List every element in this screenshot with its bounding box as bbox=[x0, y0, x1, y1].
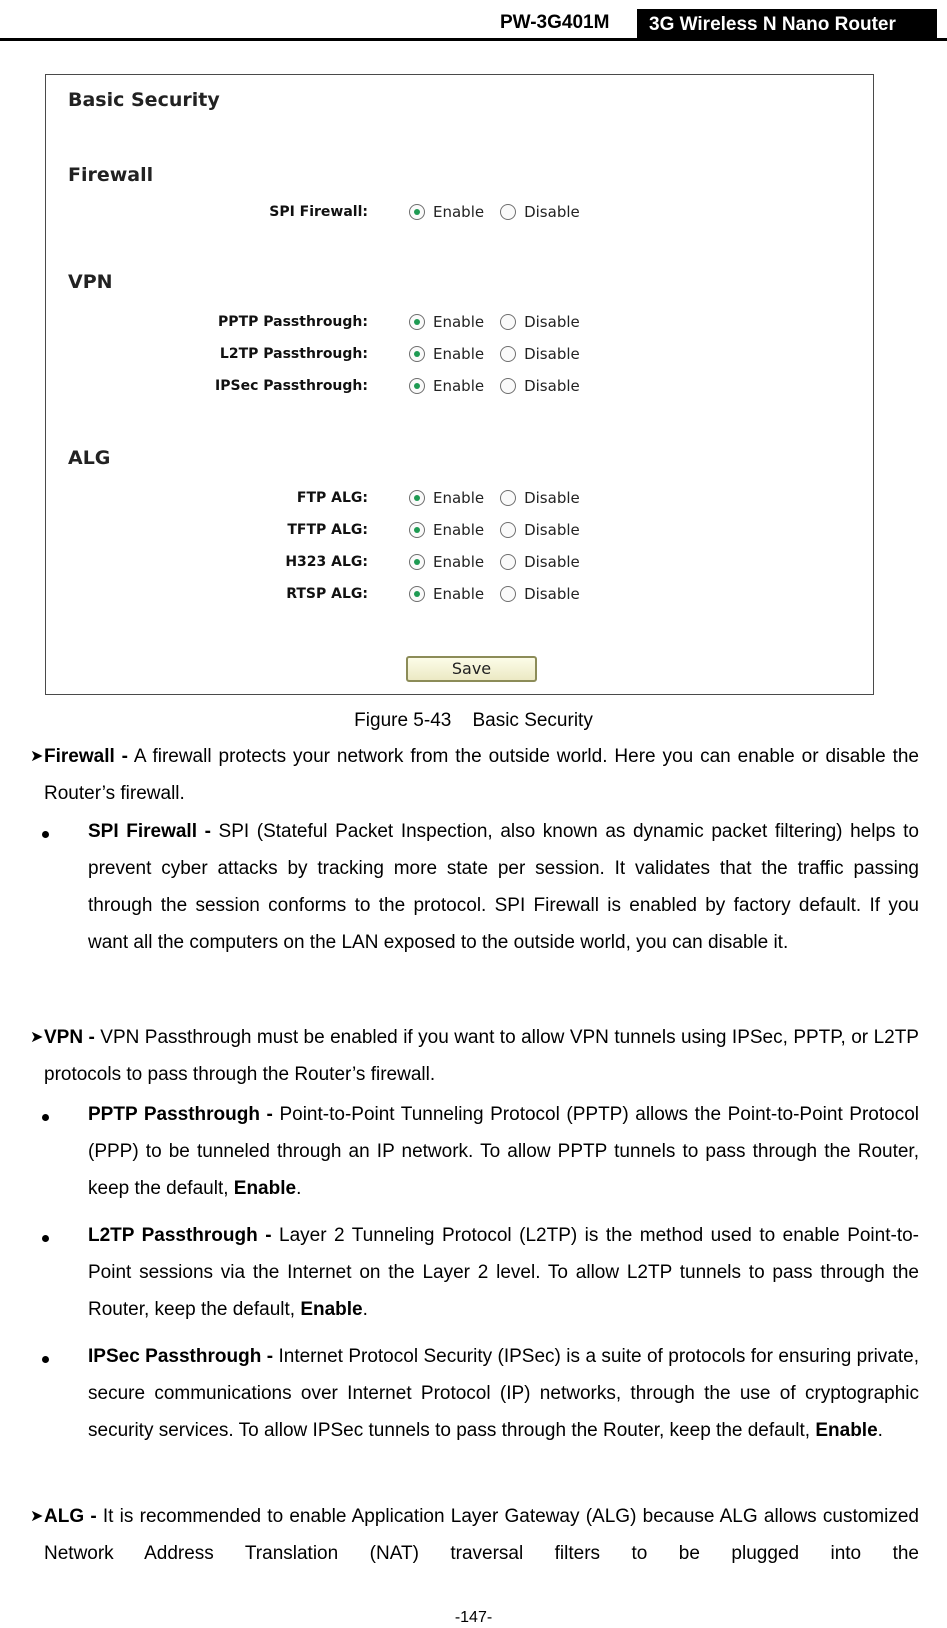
disable-label: Disable bbox=[524, 585, 580, 603]
figure-caption: Figure 5-43 Basic Security bbox=[354, 710, 593, 731]
h323-alg-disable-radio[interactable] bbox=[500, 554, 516, 570]
spi-firewall-disable-radio[interactable] bbox=[500, 204, 516, 220]
ipsec-default: Enable bbox=[815, 1420, 878, 1441]
spi-firewall-paragraph bbox=[88, 813, 919, 961]
ipsec-enable-radio[interactable] bbox=[409, 378, 425, 394]
header-product: 3G Wireless N Nano Router bbox=[637, 9, 937, 38]
enable-label: Enable bbox=[433, 553, 485, 571]
section-firewall: Firewall bbox=[68, 164, 154, 186]
section-vpn: VPN bbox=[68, 271, 113, 293]
pptp-text: Point-to-Point Tunneling Protocol (PPTP) allows the Point-to-Point Protocol (PPP) to be tunneled through an IP network. To allow PPTP tunnels to pass through the Router, keep the default, bbox=[88, 1104, 920, 1199]
header-rule bbox=[0, 38, 947, 41]
rtsp-alg-label: RTSP ALG: bbox=[286, 586, 368, 602]
spi-firewall-term: SPI Firewall - bbox=[88, 821, 211, 842]
enable-label: Enable bbox=[433, 489, 485, 507]
save-button[interactable]: Save bbox=[406, 656, 537, 682]
l2tp-enable-radio[interactable] bbox=[409, 346, 425, 362]
disable-label: Disable bbox=[524, 313, 580, 331]
h323-alg-radio-group bbox=[409, 553, 580, 571]
enable-label: Enable bbox=[433, 203, 485, 221]
ipsec-paragraph bbox=[88, 1338, 919, 1449]
tftp-alg-disable-radio[interactable] bbox=[500, 522, 516, 538]
vpn-term: VPN - bbox=[44, 1027, 95, 1048]
firewall-text: A firewall protects your network from the outside world. Here you can enable or disable the Router’s firewall. bbox=[44, 746, 920, 804]
bullet-dot-icon bbox=[42, 831, 49, 838]
section-alg: ALG bbox=[68, 447, 111, 469]
l2tp-radio-group bbox=[409, 345, 580, 363]
tftp-alg-label: TFTP ALG: bbox=[287, 522, 368, 538]
ipsec-disable-radio[interactable] bbox=[500, 378, 516, 394]
tftp-alg-radio-group bbox=[409, 521, 580, 539]
alg-term: ALG - bbox=[44, 1506, 97, 1527]
enable-label: Enable bbox=[433, 585, 485, 603]
ipsec-text: Internet Protocol Security (IPSec) is a suite of protocols for ensuring private, secure communications over Internet Protocol (IP) networks, through the use of cryptographic security services. To allow IPSec tunnels to pass through the Router, keep the default, bbox=[88, 1346, 919, 1441]
bullet-dot-icon bbox=[42, 1114, 49, 1121]
period: . bbox=[877, 1420, 883, 1441]
disable-label: Disable bbox=[524, 377, 580, 395]
enable-label: Enable bbox=[433, 377, 485, 395]
pptp-term: PPTP Passthrough - bbox=[88, 1104, 273, 1125]
disable-label: Disable bbox=[524, 203, 580, 221]
page-number: -147- bbox=[454, 1609, 493, 1626]
pptp-default: Enable bbox=[233, 1178, 297, 1199]
arrow-bullet-icon: ➤ bbox=[30, 1508, 44, 1525]
tftp-alg-enable-radio[interactable] bbox=[409, 522, 425, 538]
ipsec-term: IPSec Passthrough - bbox=[88, 1346, 274, 1367]
pptp-enable-radio[interactable] bbox=[409, 314, 425, 330]
l2tp-disable-radio[interactable] bbox=[500, 346, 516, 362]
l2tp-text: Layer 2 Tunneling Protocol (L2TP) is the method used to enable Point-to-Point sessions via the Internet on the Layer 2 level. To allow L2TP tunnels to pass through the Router, keep the default, bbox=[88, 1225, 919, 1320]
alg-text: It is recommended to enable Application Layer Gateway (ALG) because ALG allows customized Network Address Translation (NAT) traversal filters to be plugged into the bbox=[44, 1506, 919, 1564]
enable-label: Enable bbox=[433, 345, 485, 363]
firewall-term: Firewall - bbox=[44, 746, 129, 767]
h323-alg-enable-radio[interactable] bbox=[409, 554, 425, 570]
arrow-bullet-icon: ➤ bbox=[30, 1029, 44, 1046]
ftp-alg-disable-radio[interactable] bbox=[500, 490, 516, 506]
period: . bbox=[296, 1178, 302, 1199]
enable-label: Enable bbox=[433, 313, 485, 331]
pptp-radio-group bbox=[409, 313, 580, 331]
spi-firewall-label: SPI Firewall: bbox=[269, 204, 368, 220]
arrow-bullet-icon: ➤ bbox=[30, 748, 44, 765]
vpn-text: VPN Passthrough must be enabled if you want to allow VPN tunnels using IPSec, PPTP, or L2TP protocols to pass through the Router’s firewall. bbox=[44, 1027, 919, 1085]
bullet-dot-icon bbox=[42, 1235, 49, 1242]
rtsp-alg-disable-radio[interactable] bbox=[500, 586, 516, 602]
period: . bbox=[362, 1299, 368, 1320]
l2tp-passthrough-label: L2TP Passthrough: bbox=[219, 346, 368, 362]
pptp-paragraph bbox=[88, 1096, 919, 1207]
disable-label: Disable bbox=[524, 489, 580, 507]
disable-label: Disable bbox=[524, 345, 580, 363]
ftp-alg-label: FTP ALG: bbox=[296, 490, 368, 506]
alg-paragraph bbox=[44, 1498, 919, 1572]
h323-alg-label: H323 ALG: bbox=[285, 554, 368, 570]
ftp-alg-enable-radio[interactable] bbox=[409, 490, 425, 506]
ftp-alg-radio-group bbox=[409, 489, 580, 507]
vpn-paragraph bbox=[44, 1019, 919, 1093]
l2tp-default: Enable bbox=[300, 1299, 363, 1320]
spi-firewall-text: SPI (Stateful Packet Inspection, also known as dynamic packet filtering) helps to prevent cyber attacks by tracking more state per session. It validates that the traffic passing through the session conforms to the protocol. SPI Firewall is enabled by factory default. If you want all the computers on the LAN exposed to the outside world, you can disable it. bbox=[88, 821, 919, 953]
header-model: PW-3G401M bbox=[500, 12, 610, 33]
enable-label: Enable bbox=[433, 521, 485, 539]
disable-label: Disable bbox=[524, 553, 580, 571]
spi-firewall-enable-radio[interactable] bbox=[409, 204, 425, 220]
l2tp-term: L2TP Passthrough - bbox=[88, 1225, 272, 1246]
disable-label: Disable bbox=[524, 521, 580, 539]
ipsec-radio-group bbox=[409, 377, 580, 395]
bullet-dot-icon bbox=[42, 1356, 49, 1363]
rtsp-alg-enable-radio[interactable] bbox=[409, 586, 425, 602]
pptp-disable-radio[interactable] bbox=[500, 314, 516, 330]
pptp-passthrough-label: PPTP Passthrough: bbox=[218, 314, 368, 330]
spi-firewall-radio-group bbox=[409, 203, 580, 221]
l2tp-paragraph bbox=[88, 1217, 919, 1328]
basic-security-panel bbox=[45, 74, 874, 695]
rtsp-alg-radio-group bbox=[409, 585, 580, 603]
firewall-paragraph bbox=[44, 738, 919, 812]
ipsec-passthrough-label: IPSec Passthrough: bbox=[215, 378, 368, 394]
panel-title: Basic Security bbox=[68, 89, 220, 111]
